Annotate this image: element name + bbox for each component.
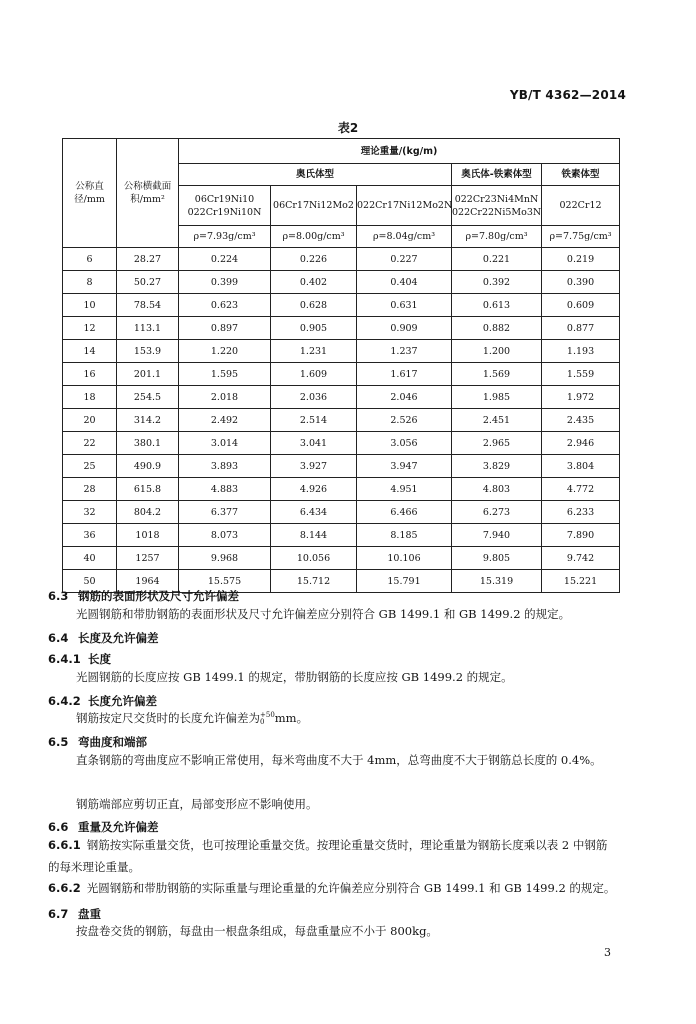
grade-06cr17ni12mo2: 06Cr17Ni12Mo2 bbox=[271, 186, 357, 226]
section-title: 长度 bbox=[88, 652, 111, 666]
table-cell: 1.985 bbox=[452, 386, 542, 409]
table-cell: 201.1 bbox=[117, 363, 179, 386]
tolerance-stack bbox=[260, 712, 275, 726]
standard-code: YB/T 4362—2014 bbox=[509, 88, 626, 102]
table-row bbox=[63, 340, 620, 363]
table-cell: 113.1 bbox=[117, 317, 179, 340]
table-cell: 0.221 bbox=[452, 248, 542, 271]
weight-table bbox=[62, 138, 620, 593]
table-cell: 36 bbox=[63, 524, 117, 547]
table-cell: 16 bbox=[63, 363, 117, 386]
table-row bbox=[63, 501, 620, 524]
table-cell: 0.227 bbox=[357, 248, 452, 271]
table-row bbox=[63, 432, 620, 455]
table-cell: 0.909 bbox=[357, 317, 452, 340]
table-cell: 7.890 bbox=[542, 524, 620, 547]
table-cell: 2.946 bbox=[542, 432, 620, 455]
table-cell: 380.1 bbox=[117, 432, 179, 455]
table-cell: 3.829 bbox=[452, 455, 542, 478]
header-diameter: 公称直径/mm bbox=[63, 139, 117, 248]
table-cell: 0.402 bbox=[271, 271, 357, 294]
table-cell: 32 bbox=[63, 501, 117, 524]
table-row bbox=[63, 294, 620, 317]
table-cell: 1.972 bbox=[542, 386, 620, 409]
table-cell: 2.526 bbox=[357, 409, 452, 432]
table-cell: 50 bbox=[63, 570, 117, 593]
table-row bbox=[63, 524, 620, 547]
tolerance-unit: mm。 bbox=[274, 711, 309, 725]
table-cell: 18 bbox=[63, 386, 117, 409]
group-ferritic: 铁素体型 bbox=[542, 164, 620, 186]
table-cell: 10.056 bbox=[271, 547, 357, 570]
section-number: 6.4.1 bbox=[48, 652, 81, 666]
table-cell: 2.965 bbox=[452, 432, 542, 455]
section-number: 6.3 bbox=[48, 589, 69, 603]
table-row bbox=[63, 547, 620, 570]
section-6-5-body-1: 直条钢筋的弯曲度应不影响正常使用，每米弯曲度不大于 4mm，总弯曲度不大于钢筋总长度的 0.4%。 bbox=[76, 753, 602, 767]
table-cell: 2.018 bbox=[179, 386, 271, 409]
table-cell: 0.399 bbox=[179, 271, 271, 294]
table-cell: 2.492 bbox=[179, 409, 271, 432]
table-cell: 4.926 bbox=[271, 478, 357, 501]
table-cell: 2.435 bbox=[542, 409, 620, 432]
table-cell: 9.805 bbox=[452, 547, 542, 570]
table-cell: 4.803 bbox=[452, 478, 542, 501]
table-cell: 615.8 bbox=[117, 478, 179, 501]
table-body bbox=[63, 248, 620, 593]
section-number: 6.4 bbox=[48, 631, 69, 645]
grade-022cr12: 022Cr12 bbox=[542, 186, 620, 226]
section-number: 6.4.2 bbox=[48, 694, 81, 708]
table-cell: 3.041 bbox=[271, 432, 357, 455]
table-cell: 3.893 bbox=[179, 455, 271, 478]
table-cell: 8.185 bbox=[357, 524, 452, 547]
section-6-6-1-body bbox=[48, 834, 616, 878]
table-cell: 6.434 bbox=[271, 501, 357, 524]
table-cell: 4.883 bbox=[179, 478, 271, 501]
section-title: 重量及允许偏差 bbox=[78, 820, 159, 834]
section-number: 6.6.1 bbox=[48, 838, 81, 852]
table-cell: 50.27 bbox=[117, 271, 179, 294]
tolerance-text: 钢筋按定尺交货时的长度允许偏差为 bbox=[76, 711, 260, 725]
table-cell: 8.144 bbox=[271, 524, 357, 547]
grade-col-1 bbox=[179, 186, 271, 226]
density-cell: ρ=8.04g/cm³ bbox=[357, 226, 452, 248]
grade-col-4 bbox=[452, 186, 542, 226]
paragraph-text: 光圆钢筋和带肋钢筋的实际重量与理论重量的允许偏差应分别符合 GB 1499.1 和 GB 1499.2 的规定。 bbox=[86, 881, 616, 895]
table-cell: 0.226 bbox=[271, 248, 357, 271]
section-6-4-2-body bbox=[48, 707, 616, 729]
table-cell: 1.220 bbox=[179, 340, 271, 363]
section-title: 钢筋的表面形状及尺寸允许偏差 bbox=[78, 589, 239, 603]
group-duplex: 奥氏体-铁素体型 bbox=[452, 164, 542, 186]
section-6-3-body: 光圆钢筋和带肋钢筋的表面形状及尺寸允许偏差应分别符合 GB 1499.1 和 GB 1499.2 的规定。 bbox=[76, 607, 571, 621]
table-cell: 14 bbox=[63, 340, 117, 363]
table-cell: 6.273 bbox=[452, 501, 542, 524]
table-cell: 15.221 bbox=[542, 570, 620, 593]
table-cell: 1.609 bbox=[271, 363, 357, 386]
table-cell: 2.514 bbox=[271, 409, 357, 432]
table-cell: 1018 bbox=[117, 524, 179, 547]
table-cell: 0.905 bbox=[271, 317, 357, 340]
section-number: 6.6 bbox=[48, 820, 69, 834]
table-cell: 15.791 bbox=[357, 570, 452, 593]
table-cell: 0.877 bbox=[542, 317, 620, 340]
table-cell: 0.219 bbox=[542, 248, 620, 271]
table-cell: 3.927 bbox=[271, 455, 357, 478]
grade-022cr23ni4mnn: 022Cr23Ni4MnN bbox=[454, 193, 539, 205]
table-cell: 0.392 bbox=[452, 271, 542, 294]
table-cell: 254.5 bbox=[117, 386, 179, 409]
table-cell: 0.628 bbox=[271, 294, 357, 317]
table-cell: 10.106 bbox=[357, 547, 452, 570]
table-cell: 1964 bbox=[117, 570, 179, 593]
section-6-5-heading bbox=[48, 734, 648, 750]
section-6-3-heading bbox=[48, 588, 648, 604]
table-cell: 4.951 bbox=[357, 478, 452, 501]
tolerance-minus: 0 bbox=[260, 718, 265, 726]
table-cell: 1.595 bbox=[179, 363, 271, 386]
table-cell: 15.712 bbox=[271, 570, 357, 593]
table-title: 表2 bbox=[337, 121, 359, 135]
density-cell: ρ=7.75g/cm³ bbox=[542, 226, 620, 248]
table-cell: 15.575 bbox=[179, 570, 271, 593]
table-cell: 6.466 bbox=[357, 501, 452, 524]
page-number: 3 bbox=[604, 946, 611, 959]
table-cell: 3.804 bbox=[542, 455, 620, 478]
table-cell: 6 bbox=[63, 248, 117, 271]
table-cell: 6.233 bbox=[542, 501, 620, 524]
group-austenitic: 奥氏体型 bbox=[179, 164, 452, 186]
section-number: 6.6.2 bbox=[48, 881, 81, 895]
table-cell: 0.609 bbox=[542, 294, 620, 317]
table-cell: 28 bbox=[63, 478, 117, 501]
table-cell: 1.193 bbox=[542, 340, 620, 363]
table-row bbox=[63, 455, 620, 478]
table-row bbox=[63, 317, 620, 340]
grade-06cr19ni10: 06Cr19Ni10 bbox=[194, 193, 255, 205]
table-cell: 28.27 bbox=[117, 248, 179, 271]
table-cell: 1.237 bbox=[357, 340, 452, 363]
table-row bbox=[63, 271, 620, 294]
table-row bbox=[63, 248, 620, 271]
table-cell: 9.742 bbox=[542, 547, 620, 570]
grade-022cr17ni12mo2n: 022Cr17Ni12Mo2N bbox=[357, 186, 452, 226]
table-cell: 8 bbox=[63, 271, 117, 294]
section-number: 6.7 bbox=[48, 907, 69, 921]
section-6-4-1-heading bbox=[48, 651, 648, 667]
table-cell: 1.231 bbox=[271, 340, 357, 363]
section-title: 弯曲度和端部 bbox=[78, 735, 147, 749]
table-cell: 4.772 bbox=[542, 478, 620, 501]
table-row bbox=[63, 363, 620, 386]
table-cell: 1257 bbox=[117, 547, 179, 570]
table-cell: 0.404 bbox=[357, 271, 452, 294]
table-cell: 15.319 bbox=[452, 570, 542, 593]
table-cell: 40 bbox=[63, 547, 117, 570]
section-title: 长度及允许偏差 bbox=[78, 631, 159, 645]
table-cell: 9.968 bbox=[179, 547, 271, 570]
paragraph-text: 钢筋按实际重量交货，也可按理论重量交货。按理论重量交货时，理论重量为钢筋长度乘以表 2 中钢筋的每米理论重量。 bbox=[48, 838, 608, 874]
table-cell: 490.9 bbox=[117, 455, 179, 478]
density-cell: ρ=7.80g/cm³ bbox=[452, 226, 542, 248]
table-cell: 1.569 bbox=[452, 363, 542, 386]
density-cell: ρ=7.93g/cm³ bbox=[179, 226, 271, 248]
section-6-5-body-2: 钢筋端部应剪切正直，局部变形应不影响使用。 bbox=[76, 797, 318, 811]
table-cell: 0.390 bbox=[542, 271, 620, 294]
table-cell: 78.54 bbox=[117, 294, 179, 317]
grade-022cr22ni5mo3n: 022Cr22Ni5Mo3N bbox=[452, 206, 542, 218]
table-cell: 0.882 bbox=[452, 317, 542, 340]
table-cell: 3.014 bbox=[179, 432, 271, 455]
section-6-4-heading bbox=[48, 630, 648, 646]
section-6-6-2-body bbox=[48, 877, 616, 899]
table-cell: 20 bbox=[63, 409, 117, 432]
section-number: 6.5 bbox=[48, 735, 69, 749]
grade-022cr19ni10n: 022Cr19Ni10N bbox=[187, 206, 262, 218]
table-cell: 3.056 bbox=[357, 432, 452, 455]
section-title: 盘重 bbox=[78, 907, 101, 921]
header-theoretical-weight: 理论重量/(kg/m) bbox=[179, 139, 620, 164]
table-row bbox=[63, 409, 620, 432]
table-cell: 7.940 bbox=[452, 524, 542, 547]
table-cell: 1.617 bbox=[357, 363, 452, 386]
table-row bbox=[63, 478, 620, 501]
density-cell: ρ=8.00g/cm³ bbox=[271, 226, 357, 248]
section-6-4-1-body: 光圆钢筋的长度应按 GB 1499.1 的规定，带肋钢筋的长度应按 GB 1499.2 的规定。 bbox=[76, 670, 513, 684]
table-cell: 0.631 bbox=[357, 294, 452, 317]
table-cell: 12 bbox=[63, 317, 117, 340]
table-cell: 1.559 bbox=[542, 363, 620, 386]
table-cell: 153.9 bbox=[117, 340, 179, 363]
table-cell: 1.200 bbox=[452, 340, 542, 363]
table-cell: 2.036 bbox=[271, 386, 357, 409]
table-cell: 25 bbox=[63, 455, 117, 478]
table-cell: 804.2 bbox=[117, 501, 179, 524]
table-cell: 8.073 bbox=[179, 524, 271, 547]
table-cell: 0.224 bbox=[179, 248, 271, 271]
table-cell: 314.2 bbox=[117, 409, 179, 432]
table-row bbox=[63, 386, 620, 409]
table-cell: 6.377 bbox=[179, 501, 271, 524]
table-cell: 0.623 bbox=[179, 294, 271, 317]
table-cell: 3.947 bbox=[357, 455, 452, 478]
table-cell: 2.046 bbox=[357, 386, 452, 409]
tolerance-plus: +50 bbox=[260, 711, 275, 719]
header-area: 公称横截面积/mm² bbox=[117, 139, 179, 248]
table-cell: 10 bbox=[63, 294, 117, 317]
table-cell: 0.897 bbox=[179, 317, 271, 340]
table-cell: 2.451 bbox=[452, 409, 542, 432]
section-6-7-body: 按盘卷交货的钢筋，每盘由一根盘条组成，每盘重量应不小于 800kg。 bbox=[76, 924, 438, 938]
table-cell: 22 bbox=[63, 432, 117, 455]
table-cell: 0.613 bbox=[452, 294, 542, 317]
section-title: 长度允许偏差 bbox=[88, 694, 157, 708]
section-6-6-heading bbox=[48, 819, 648, 835]
